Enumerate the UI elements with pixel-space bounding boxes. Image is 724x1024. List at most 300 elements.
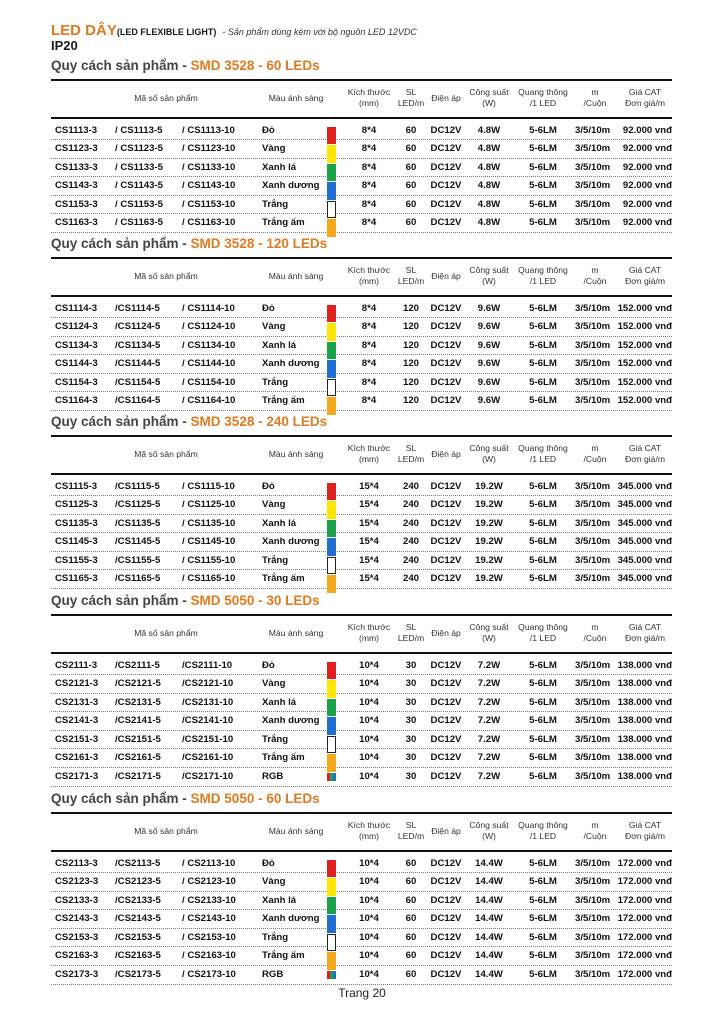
size: 8*4: [361, 124, 377, 136]
power: 9.6W: [477, 302, 501, 314]
section-title-highlight: SMD 3528 - 240 LEDs: [190, 414, 328, 429]
table-header: [51, 814, 672, 850]
col-flux-line1: Quang thông: [518, 820, 568, 830]
code-5m: /CS2111-5: [115, 659, 160, 671]
led-qty: 240: [402, 554, 419, 566]
size: 15*4: [359, 536, 379, 548]
col-roll-line1: m: [591, 820, 599, 830]
col-qty: [397, 443, 425, 465]
col-qty: [397, 820, 425, 842]
price: 92.000 vnđ: [622, 143, 672, 155]
color-swatch-icon: [327, 360, 336, 368]
col-qty-line2: LED/m: [397, 276, 425, 286]
code-3m: CS2133-3: [55, 894, 99, 906]
col-roll: [575, 87, 615, 109]
code-10m: /CS2161-10: [182, 752, 234, 764]
power: 4.8W: [477, 217, 501, 229]
code-5m: /CS1135-5: [115, 517, 161, 529]
spec-section: [51, 56, 672, 233]
color-swatch-icon: [327, 860, 336, 868]
col-power-line1: Công suất: [469, 443, 509, 453]
size: 10*4: [359, 969, 379, 981]
color-swatch-icon: [327, 201, 336, 209]
code-3m: CS1123-3: [55, 143, 98, 155]
table-row: [51, 929, 672, 948]
code-3m: CS2143-3: [55, 913, 99, 925]
light-color: Vàng: [262, 678, 286, 690]
luminous-flux: 5-6LM: [529, 339, 557, 351]
voltage: DC12V: [430, 198, 462, 210]
code-10m: / CS2123-10: [182, 876, 236, 888]
col-size-line2: (mm): [358, 454, 380, 464]
led-qty: 30: [405, 752, 417, 764]
code-10m: /CS2131-10: [182, 696, 234, 708]
led-qty: 120: [402, 302, 419, 314]
voltage: DC12V: [430, 499, 462, 511]
code-10m: / CS1145-10: [182, 536, 236, 548]
code-10m: / CS2163-10: [182, 950, 236, 962]
price: 138.000 vnđ: [617, 733, 672, 745]
code-10m: / CS1154-10: [182, 376, 236, 388]
table-row: [51, 196, 672, 215]
col-flux-line1: Quang thông: [518, 265, 568, 275]
roll-length: 3/5/10m: [575, 752, 611, 764]
price: 345.000 vnđ: [617, 499, 672, 511]
voltage: DC12V: [430, 969, 462, 981]
col-voltage: Điện áp: [431, 826, 461, 836]
luminous-flux: 5-6LM: [529, 913, 557, 925]
col-qty-line2: LED/m: [397, 98, 425, 108]
size: 10*4: [359, 733, 379, 745]
table-row: [51, 515, 672, 534]
light-color: Xanh lá: [262, 161, 297, 173]
voltage: DC12V: [430, 302, 462, 314]
col-flux-line1: Quang thông: [518, 622, 568, 632]
color-swatch-icon: [327, 379, 336, 387]
color-swatch-icon: [327, 934, 336, 942]
col-power-line1: Công suất: [469, 622, 509, 632]
luminous-flux: 5-6LM: [529, 771, 557, 783]
luminous-flux: 5-6LM: [529, 198, 557, 210]
power: 9.6W: [477, 395, 501, 407]
code-3m: CS1114-3: [55, 302, 98, 314]
price: 92.000 vnđ: [622, 161, 672, 173]
luminous-flux: 5-6LM: [529, 395, 557, 407]
color-swatch-icon: [327, 305, 336, 313]
price: 152.000 vnđ: [617, 376, 672, 388]
roll-length: 3/5/10m: [575, 302, 611, 314]
power: 7.2W: [477, 752, 501, 764]
col-price-line1: Giá CAT: [628, 87, 662, 97]
light-color: Trắng ấm: [262, 752, 305, 764]
col-price: [617, 443, 673, 465]
color-swatch-icon: [327, 878, 336, 886]
table-row: [51, 374, 672, 393]
col-qty-line1: SL: [405, 443, 417, 453]
luminous-flux: 5-6LM: [529, 857, 557, 869]
color-swatch-icon: [327, 736, 336, 744]
table-row: [51, 318, 672, 337]
power: 4.8W: [477, 180, 501, 192]
table-body: [51, 657, 672, 787]
table-row: [51, 300, 672, 319]
power: 4.8W: [477, 124, 501, 136]
col-roll-line1: m: [591, 265, 599, 275]
col-size-line2: (mm): [358, 98, 380, 108]
power: 19.2W: [475, 517, 503, 529]
size: 10*4: [359, 857, 379, 869]
voltage: DC12V: [430, 395, 462, 407]
code-5m: /CS2161-5: [115, 752, 161, 764]
power: 7.2W: [477, 771, 501, 783]
table-row: [51, 140, 672, 159]
roll-length: 3/5/10m: [575, 715, 611, 727]
code-3m: CS1125-3: [55, 499, 98, 511]
section-title-highlight: SMD 5050 - 30 LEDs: [190, 593, 320, 608]
voltage: DC12V: [430, 376, 462, 388]
led-qty: 30: [405, 678, 417, 690]
led-qty: 60: [405, 143, 417, 155]
code-3m: CS2111-3: [55, 659, 98, 671]
col-flux: [511, 87, 575, 109]
col-flux-line2: /1 LED: [529, 276, 557, 286]
brand-subtitle: (LED FLEXIBLE LIGHT): [116, 27, 217, 37]
color-swatch-icon: [327, 897, 336, 905]
table-row: [51, 355, 672, 374]
power: 14.4W: [475, 950, 503, 962]
col-size: [341, 443, 397, 465]
table-row: [51, 966, 672, 985]
voltage: DC12V: [430, 480, 462, 492]
luminous-flux: 5-6LM: [529, 894, 557, 906]
section-title: [51, 56, 672, 76]
section-title-prefix: Quy cách sản phẩm -: [51, 58, 191, 73]
light-color: Đỏ: [262, 302, 275, 314]
code-3m: CS1155-3: [55, 554, 98, 566]
code-5m: /CS1155-5: [115, 554, 161, 566]
color-swatch-icon: [327, 323, 336, 331]
led-qty: 120: [402, 376, 419, 388]
power: 7.2W: [477, 659, 501, 671]
code-5m: /CS1124-5: [115, 321, 161, 333]
light-color: Trắng ấm: [262, 950, 305, 962]
col-qty-line2: LED/m: [397, 633, 425, 643]
col-flux: [511, 265, 575, 287]
light-color: Xanh dương: [262, 913, 320, 925]
col-qty: [397, 265, 425, 287]
price: 138.000 vnđ: [617, 771, 672, 783]
size: 8*4: [361, 358, 377, 370]
light-color: Vàng: [262, 321, 286, 333]
led-qty: 240: [402, 480, 419, 492]
col-power-line1: Công suất: [469, 87, 509, 97]
col-roll-line2: /Cuộn: [583, 98, 607, 108]
col-qty-line2: LED/m: [397, 831, 425, 841]
code-5m: /CS2173-5: [115, 969, 161, 981]
luminous-flux: 5-6LM: [529, 161, 557, 173]
voltage: DC12V: [430, 696, 462, 708]
price: 172.000 vnđ: [617, 950, 672, 962]
code-3m: CS2141-3: [55, 715, 99, 727]
col-price-line1: Giá CAT: [628, 622, 662, 632]
col-price-line2: Đơn giá/m: [624, 276, 666, 286]
power: 7.2W: [477, 696, 501, 708]
power: 14.4W: [475, 931, 503, 943]
page-number: Trang 20: [338, 986, 386, 1000]
price: 172.000 vnđ: [617, 931, 672, 943]
light-color: Trắng: [262, 376, 289, 388]
code-10m: / CS1114-10: [182, 302, 235, 314]
col-roll: [575, 820, 615, 842]
voltage: DC12V: [430, 876, 462, 888]
code-5m: /CS2163-5: [115, 950, 161, 962]
code-10m: / CS1134-10: [182, 339, 236, 351]
power: 9.6W: [477, 376, 501, 388]
col-code: Mã số sản phẩm: [134, 826, 198, 836]
col-power: [467, 265, 511, 287]
price: 345.000 vnđ: [617, 536, 672, 548]
size: 10*4: [359, 659, 379, 671]
col-size: [341, 87, 397, 109]
col-flux-line2: /1 LED: [529, 633, 557, 643]
col-size-line1: Kích thước: [347, 622, 391, 632]
price: 172.000 vnđ: [617, 894, 672, 906]
page-header: [51, 22, 417, 40]
code-3m: CS2153-3: [55, 931, 99, 943]
color-swatch-icon: [327, 754, 336, 762]
led-qty: 240: [402, 499, 419, 511]
col-flux-line2: /1 LED: [529, 831, 557, 841]
light-color: Đỏ: [262, 857, 275, 869]
col-flux: [511, 622, 575, 644]
voltage: DC12V: [430, 143, 462, 155]
roll-length: 3/5/10m: [575, 573, 611, 585]
code-3m: CS2113-3: [55, 857, 98, 869]
col-power-line2: (W): [482, 831, 496, 841]
code-5m: /CS2131-5: [115, 696, 161, 708]
color-swatch-icon: [327, 397, 336, 405]
code-10m: /CS2171-10: [182, 771, 234, 783]
voltage: DC12V: [430, 339, 462, 351]
table-row: [51, 712, 672, 731]
col-flux: [511, 820, 575, 842]
power: 14.4W: [475, 876, 503, 888]
code-3m: CS1135-3: [55, 517, 98, 529]
col-power: [467, 87, 511, 109]
col-power-line2: (W): [482, 454, 496, 464]
col-roll-line1: m: [591, 87, 599, 97]
led-qty: 30: [405, 696, 417, 708]
col-code: Mã số sản phẩm: [134, 449, 198, 459]
code-3m: CS1145-3: [55, 536, 98, 548]
color-swatch-icon: [327, 145, 336, 153]
price: 138.000 vnđ: [617, 752, 672, 764]
power: 19.2W: [475, 536, 503, 548]
table-row: [51, 478, 672, 497]
table-row: [51, 675, 672, 694]
power: 14.4W: [475, 913, 503, 925]
luminous-flux: 5-6LM: [529, 536, 557, 548]
roll-length: 3/5/10m: [575, 771, 611, 783]
price: 152.000 vnđ: [617, 321, 672, 333]
size: 10*4: [359, 894, 379, 906]
col-price: [617, 622, 673, 644]
color-swatch-icon: [327, 164, 336, 172]
code-3m: CS2131-3: [55, 696, 99, 708]
led-qty: 120: [402, 358, 419, 370]
light-color: Trắng: [262, 554, 289, 566]
luminous-flux: 5-6LM: [529, 554, 557, 566]
code-10m: / CS1115-10: [182, 480, 235, 492]
size: 10*4: [359, 876, 379, 888]
roll-length: 3/5/10m: [575, 696, 611, 708]
light-color: RGB: [262, 969, 284, 981]
roll-length: 3/5/10m: [575, 733, 611, 745]
voltage: DC12V: [430, 217, 462, 229]
col-flux-line2: /1 LED: [529, 98, 557, 108]
voltage: DC12V: [430, 659, 462, 671]
table-body: [51, 478, 672, 590]
code-5m: /CS2153-5: [115, 931, 161, 943]
code-3m: CS1163-3: [55, 217, 98, 229]
code-5m: /CS1165-5: [115, 573, 161, 585]
voltage: DC12V: [430, 678, 462, 690]
power: 7.2W: [477, 733, 501, 745]
col-power-line1: Công suất: [469, 265, 509, 275]
luminous-flux: 5-6LM: [529, 376, 557, 388]
table-rule-mid: [51, 850, 672, 852]
color-swatch-icon: [327, 501, 336, 509]
spec-section: [51, 412, 672, 589]
code-5m: /CS2123-5: [115, 876, 161, 888]
light-color: Xanh lá: [262, 339, 297, 351]
luminous-flux: 5-6LM: [529, 321, 557, 333]
size: 10*4: [359, 678, 379, 690]
power: 19.2W: [475, 573, 503, 585]
color-swatch-icon: [327, 680, 336, 688]
code-5m: /CS1115-5: [115, 480, 160, 492]
code-10m: / CS1124-10: [182, 321, 236, 333]
col-price-line2: Đơn giá/m: [624, 831, 666, 841]
price: 138.000 vnđ: [617, 678, 672, 690]
led-qty: 60: [405, 857, 417, 869]
light-color: Vàng: [262, 876, 286, 888]
size: 10*4: [359, 913, 379, 925]
color-swatch-icon: [327, 575, 336, 583]
luminous-flux: 5-6LM: [529, 517, 557, 529]
code-10m: /CS2121-10: [182, 678, 234, 690]
col-flux-line1: Quang thông: [518, 443, 568, 453]
roll-length: 3/5/10m: [575, 913, 611, 925]
voltage: DC12V: [430, 124, 462, 136]
table-row: [51, 947, 672, 966]
luminous-flux: 5-6LM: [529, 931, 557, 943]
brand-title: LED DÂY: [51, 22, 117, 39]
section-title-prefix: Quy cách sản phẩm -: [51, 236, 191, 251]
luminous-flux: 5-6LM: [529, 180, 557, 192]
col-power-line2: (W): [482, 276, 496, 286]
roll-length: 3/5/10m: [575, 950, 611, 962]
led-qty: 60: [405, 124, 417, 136]
col-qty: [397, 622, 425, 644]
table-rule-mid: [51, 652, 672, 654]
luminous-flux: 5-6LM: [529, 499, 557, 511]
voltage: DC12V: [430, 752, 462, 764]
voltage: DC12V: [430, 358, 462, 370]
luminous-flux: 5-6LM: [529, 302, 557, 314]
col-power-line1: Công suất: [469, 820, 509, 830]
code-10m: / CS2113-10: [182, 857, 236, 869]
size: 8*4: [361, 180, 377, 192]
size: 8*4: [361, 321, 377, 333]
col-voltage: Điện áp: [431, 93, 461, 103]
color-swatch-icon: [327, 717, 336, 725]
price: 152.000 vnđ: [617, 358, 672, 370]
code-5m: /CS2151-5: [115, 733, 161, 745]
table-row: [51, 552, 672, 571]
led-qty: 60: [405, 950, 417, 962]
led-qty: 30: [405, 715, 417, 727]
col-power-line2: (W): [482, 98, 496, 108]
led-qty: 60: [405, 217, 417, 229]
size: 8*4: [361, 376, 377, 388]
power: 9.6W: [477, 358, 501, 370]
code-10m: /CS2151-10: [182, 733, 234, 745]
size: 8*4: [361, 302, 377, 314]
size: 10*4: [359, 950, 379, 962]
size: 15*4: [359, 554, 379, 566]
col-size: [341, 265, 397, 287]
code-3m: CS1115-3: [55, 480, 98, 492]
section-title-prefix: Quy cách sản phẩm -: [51, 791, 191, 806]
voltage: DC12V: [430, 536, 462, 548]
spec-section: [51, 234, 672, 411]
col-price: [617, 87, 673, 109]
luminous-flux: 5-6LM: [529, 969, 557, 981]
code-3m: CS2161-3: [55, 752, 99, 764]
code-5m: /CS2133-5: [115, 894, 161, 906]
spec-section: [51, 591, 672, 787]
luminous-flux: 5-6LM: [529, 733, 557, 745]
size: 8*4: [361, 143, 377, 155]
light-color: Đỏ: [262, 659, 275, 671]
table-header: [51, 81, 672, 117]
col-code: Mã số sản phẩm: [134, 271, 198, 281]
col-size: [341, 820, 397, 842]
color-swatch-icon: [327, 127, 336, 135]
roll-length: 3/5/10m: [575, 659, 611, 671]
spec-section: [51, 789, 672, 985]
code-10m: /CS2111-10: [182, 659, 233, 671]
voltage: DC12V: [430, 161, 462, 173]
col-price-line1: Giá CAT: [628, 820, 662, 830]
voltage: DC12V: [430, 180, 462, 192]
power: 7.2W: [477, 678, 501, 690]
luminous-flux: 5-6LM: [529, 876, 557, 888]
col-flux-line2: /1 LED: [529, 454, 557, 464]
luminous-flux: 5-6LM: [529, 143, 557, 155]
code-5m: /CS1145-5: [115, 536, 161, 548]
roll-length: 3/5/10m: [575, 894, 611, 906]
led-qty: 240: [402, 517, 419, 529]
col-qty-line1: SL: [405, 820, 417, 830]
code-10m: / CS1133-10: [182, 161, 236, 173]
luminous-flux: 5-6LM: [529, 217, 557, 229]
roll-length: 3/5/10m: [575, 480, 611, 492]
price: 172.000 vnđ: [617, 876, 672, 888]
code-3m: CS1133-3: [55, 161, 98, 173]
color-swatch-icon: [327, 342, 336, 350]
